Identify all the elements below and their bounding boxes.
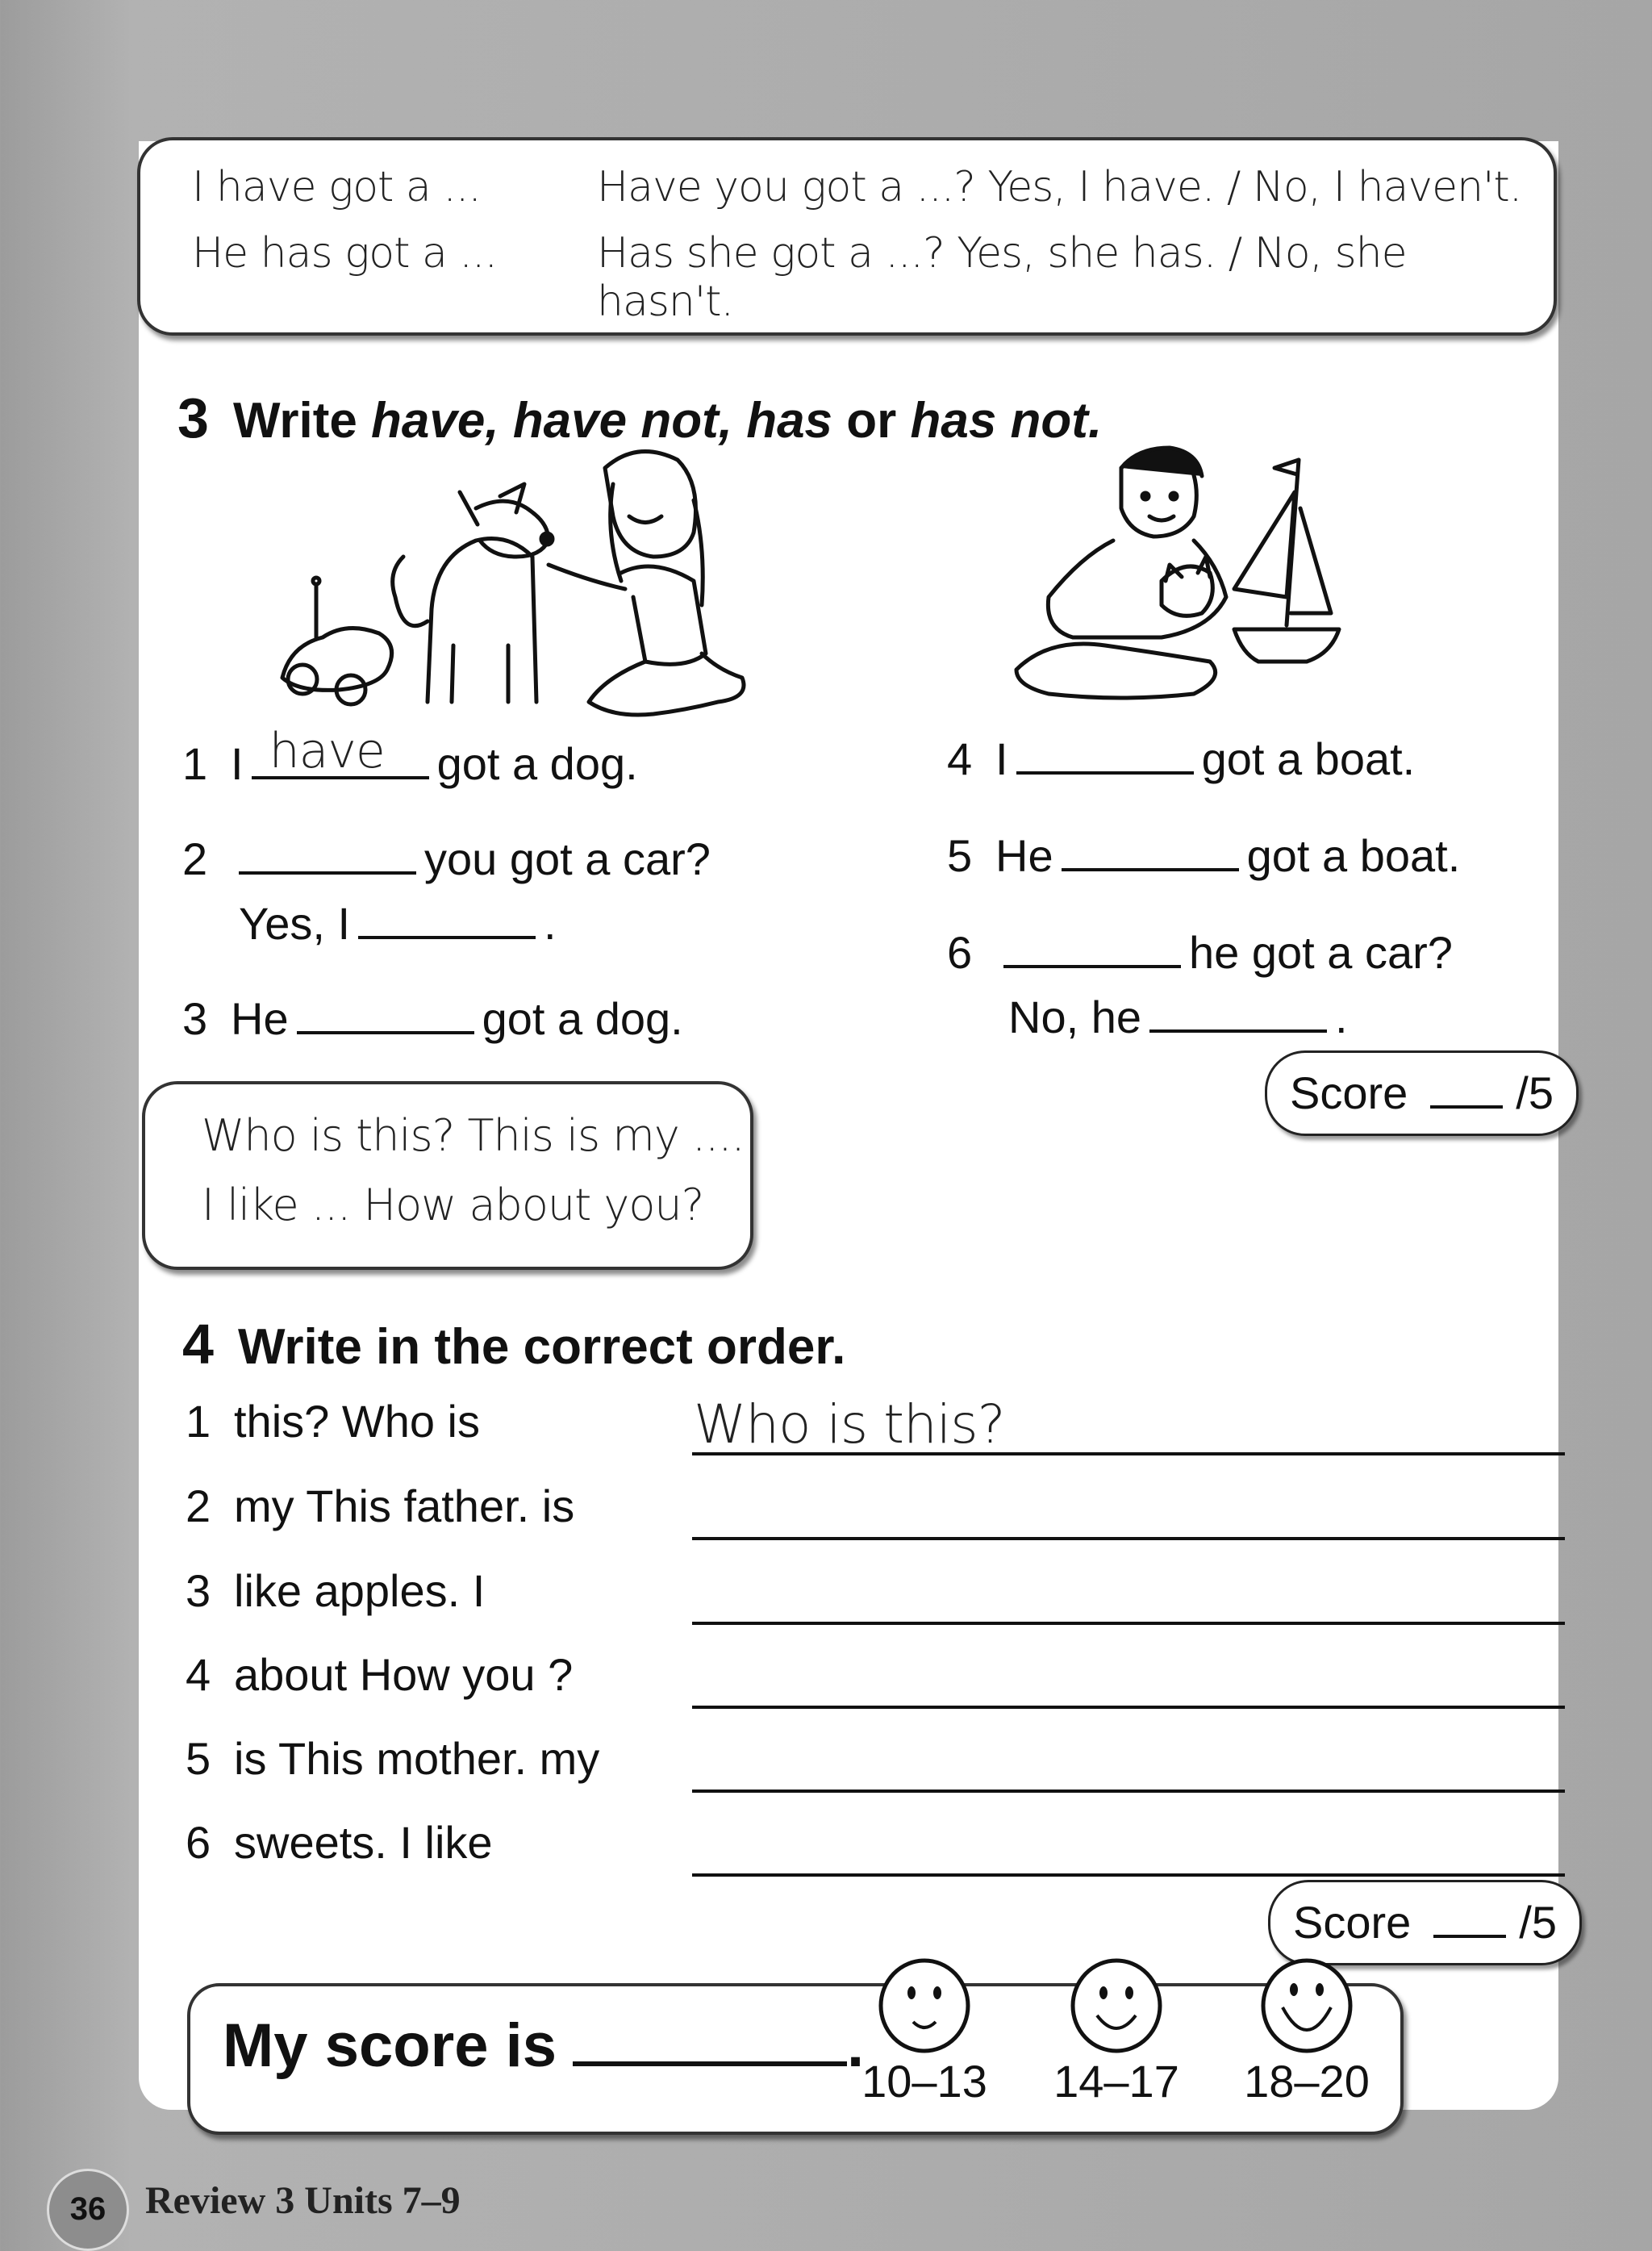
exercise-number: 4 xyxy=(182,1313,214,1376)
prompt-text: sweets. I like xyxy=(234,1817,493,1868)
range-label: 18–20 xyxy=(1244,2056,1370,2107)
exercise-4-title xyxy=(182,1312,845,1376)
answer-blank[interactable] xyxy=(358,896,536,939)
ex3-item-2-answer-line xyxy=(239,896,557,950)
handwritten-answer: have xyxy=(269,723,385,779)
range-label: 14–17 xyxy=(1053,2056,1179,2107)
item-text: got a boat. xyxy=(1201,733,1416,784)
exercise-4-score xyxy=(1268,1880,1582,1965)
phrase-line-2: I like ... How about you? xyxy=(202,1180,704,1230)
answer-line[interactable] xyxy=(692,1622,1565,1625)
item-number: 3 xyxy=(186,1565,211,1616)
ex3-item-1 xyxy=(182,723,638,790)
title-italic: have, have not, has xyxy=(371,393,833,449)
scrambled-prompt xyxy=(186,1395,480,1447)
score-label: Score xyxy=(1290,1067,1408,1118)
item-text: . xyxy=(1335,992,1348,1042)
item-number: 5 xyxy=(947,830,973,881)
title-text: Write in the correct order. xyxy=(237,1319,846,1375)
answer-line[interactable] xyxy=(692,1706,1565,1709)
scrambled-prompt xyxy=(186,1480,574,1532)
item-text: He xyxy=(995,830,1053,881)
medium-smile-icon xyxy=(1068,1957,1165,2054)
big-smile-icon xyxy=(1258,1957,1355,2054)
ex4-row-4 xyxy=(186,1641,1565,1714)
answer-line[interactable] xyxy=(692,1537,1565,1540)
girl-dog-car-illustration xyxy=(266,436,766,726)
answer-blank[interactable] xyxy=(1003,925,1181,968)
scrambled-prompt xyxy=(186,1564,485,1617)
ex3-item-4 xyxy=(947,731,1415,785)
score-total: /5 xyxy=(1519,1897,1557,1948)
period: . xyxy=(847,2011,865,2080)
handwritten-answer: Who is this? xyxy=(694,1393,1005,1455)
item-text: he got a car? xyxy=(1189,927,1453,978)
item-text: got a dog. xyxy=(482,993,683,1044)
scrambled-prompt xyxy=(186,1648,573,1701)
boy-cat-boat-illustration xyxy=(1000,436,1355,710)
item-number: 3 xyxy=(182,993,208,1044)
score-range-3 xyxy=(1242,1957,1371,2107)
scrambled-prompt xyxy=(186,1816,493,1869)
page-number: 36 xyxy=(47,2169,129,2251)
score-range-2 xyxy=(1052,1957,1181,2107)
ex4-row-6 xyxy=(186,1809,1565,1881)
ex3-item-6-answer-line xyxy=(1008,989,1348,1043)
phrase-reference-box xyxy=(142,1081,753,1270)
item-number: 6 xyxy=(186,1817,211,1868)
item-number: 2 xyxy=(186,1480,211,1531)
item-number: 5 xyxy=(186,1733,211,1784)
score-blank[interactable] xyxy=(1433,1902,1506,1938)
prompt-text: about How you ? xyxy=(234,1649,574,1700)
item-number: 4 xyxy=(947,733,973,784)
item-text: got a boat. xyxy=(1246,830,1461,881)
ex4-row-1 xyxy=(186,1388,1565,1460)
grammar-right-line-1: Have you got a ...? Yes, I have. / No, I haven't. xyxy=(597,163,1522,211)
score-label: Score xyxy=(1293,1897,1412,1948)
score-total: /5 xyxy=(1516,1067,1554,1118)
item-text: got a dog. xyxy=(436,738,638,789)
title-text: or xyxy=(832,393,911,449)
prompt-text: is This mother. my xyxy=(234,1733,600,1784)
ex3-item-2 xyxy=(182,831,711,885)
answer-blank[interactable] xyxy=(297,991,474,1034)
item-text: I xyxy=(995,733,1008,784)
ex4-row-3 xyxy=(186,1557,1565,1630)
score-range-1 xyxy=(860,1957,989,2107)
answer-blank[interactable] xyxy=(239,831,416,875)
item-text: . xyxy=(544,898,557,949)
answer-line[interactable] xyxy=(692,1790,1565,1793)
my-score-text xyxy=(223,2011,864,2081)
answer-blank[interactable] xyxy=(1062,828,1239,871)
range-label: 10–13 xyxy=(861,2056,987,2107)
page-footer-title: Review 3 Units 7–9 xyxy=(145,2179,461,2222)
my-score-box xyxy=(187,1983,1404,2135)
item-number: 1 xyxy=(186,1396,211,1447)
item-number: 4 xyxy=(186,1649,211,1700)
my-score-blank[interactable] xyxy=(573,2013,847,2066)
item-text: you got a car? xyxy=(424,833,711,884)
item-number: 1 xyxy=(182,738,208,789)
item-text: Yes, I xyxy=(239,898,351,949)
ex4-row-5 xyxy=(186,1725,1565,1798)
title-italic: has not. xyxy=(910,393,1103,449)
answer-blank[interactable] xyxy=(1016,731,1194,775)
my-score-label: My score is xyxy=(223,2011,557,2080)
grammar-right-line-2: Has she got a ...? Yes, she has. / No, she hasn't. xyxy=(597,229,1407,326)
item-text: He xyxy=(231,993,289,1044)
grammar-left-line-2: He has got a ... xyxy=(192,229,497,278)
title-text: Write xyxy=(232,393,372,449)
prompt-text: this? Who is xyxy=(234,1396,480,1447)
answer-blank[interactable] xyxy=(1149,989,1327,1033)
prompt-text: like apples. I xyxy=(234,1565,486,1616)
answer-line[interactable] xyxy=(692,1873,1565,1877)
item-number: 2 xyxy=(182,833,208,884)
small-smile-icon xyxy=(876,1957,973,2054)
scrambled-prompt xyxy=(186,1732,599,1785)
prompt-text: my This father. is xyxy=(234,1480,575,1531)
item-text: No, he xyxy=(1008,992,1141,1042)
score-blank[interactable] xyxy=(1430,1073,1503,1109)
exercise-number: 3 xyxy=(177,386,209,449)
grammar-left-line-1: I have got a ... xyxy=(192,163,481,211)
grammar-reference-box xyxy=(137,137,1557,336)
phrase-line-1: Who is this? This is my .... xyxy=(202,1110,745,1161)
answer-blank[interactable] xyxy=(252,723,429,779)
item-number: 6 xyxy=(947,927,973,978)
ex4-row-2 xyxy=(186,1472,1565,1545)
exercise-3-score xyxy=(1265,1050,1579,1136)
item-text: I xyxy=(231,738,244,789)
ex3-item-3 xyxy=(182,991,683,1045)
ex3-item-5 xyxy=(947,828,1460,882)
ex3-item-6 xyxy=(947,925,1453,979)
